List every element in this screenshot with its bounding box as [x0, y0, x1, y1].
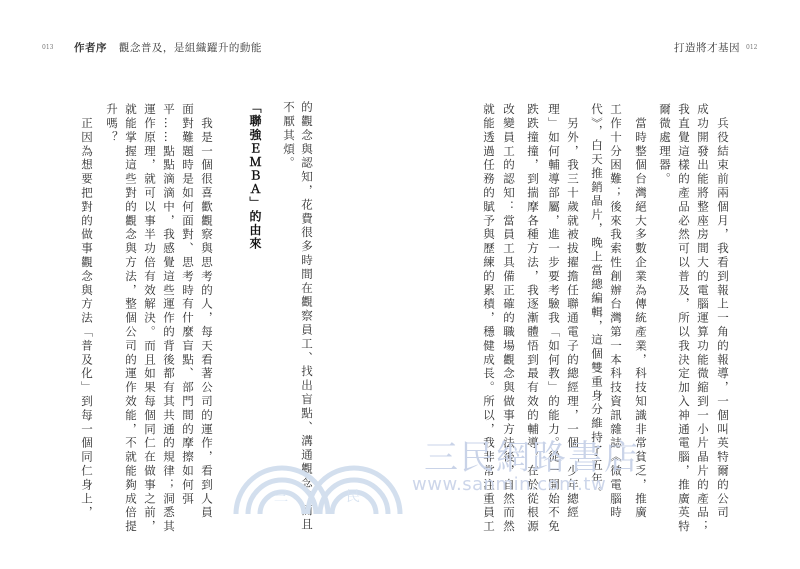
watermark-logo-label: 三 — [274, 489, 288, 505]
running-head-left — [74, 40, 262, 55]
right-page — [400, 0, 800, 569]
text-column: 運作原理，就可以事半功倍有效解決。而且如果每個同仁在做事之前， — [143, 103, 157, 534]
page-number-left: 013 — [42, 44, 54, 51]
section-heading: 「聯強ＥＭＢＡ」的由來 — [248, 101, 262, 251]
text-column: 我直覺這樣的產品必然可以普及，所以我決定加入神通電腦，推廣英特 — [677, 103, 691, 534]
watermark-title: 三民網路書店 — [424, 438, 640, 478]
running-head-right — [674, 40, 740, 55]
text-column: 升嗎？ — [105, 103, 119, 145]
text-column: 改變員工的認知：當員工具備正確的職場觀念與做事方法後，自然而然 — [502, 103, 516, 534]
text-column: 代》，白天推銷晶片，晚上當總編輯，這個雙重身分維持了五年。 — [590, 103, 604, 501]
text-column: 爾微處理器。 — [658, 103, 672, 187]
watermark-logo-label: 民 — [346, 489, 360, 505]
text-column: 就能透過任務的賦予與歷練的累積，穩健成長。所以，我非常注重員工 — [482, 103, 496, 534]
running-head-title: 打造將才基因 — [674, 42, 740, 54]
running-head-title: 觀念普及，是組織躍升的動能 — [118, 42, 262, 54]
text-column: 另外，我三十歲就被拔擢擔任聯通電子的總經理，一個「少年總經 — [566, 103, 580, 520]
text-column: 成功開發出能將整座房間大的電腦運算功能微縮到一小片晶片的產品； — [696, 103, 710, 534]
text-column: 的觀念與認知，花費很多時間在觀察員工、找出盲點、溝通觀念，而且 — [300, 101, 314, 532]
text-column: 平……點點滴滴中，我感覺這些運作的背後都有其共通的規律；洞悉其 — [162, 103, 176, 534]
text-column: 正因為想要把對的做事觀念與方法「普及化」到每一個同仁身上， — [80, 103, 94, 520]
text-column: 面對難題時是如何面對、思考時有什麼盲點、部門間的摩擦如何弭 — [181, 103, 195, 507]
text-column: 我是一個很喜歡觀察與思考的人，每天看著公司的運作，看到人員 — [200, 103, 214, 520]
running-head-label: 作者序 — [74, 42, 107, 54]
text-column: 當時整個台灣絕大多數企業為傳統產業，科技知識非常貧乏，推廣 — [634, 103, 648, 520]
text-column: 就能掌握這些對的觀念與方法，整個公司的運作效能，不就能夠成倍提 — [124, 103, 138, 534]
page-number-right: 012 — [746, 44, 758, 51]
text-column: 兵役結束前兩個月，我看到報上一角的報導，一個叫英特爾的公司 — [716, 103, 730, 520]
watermark-url: www.sanmin.com.tw — [412, 474, 607, 495]
text-column: 工作十分困難；後來我索性創辦台灣第一本科技資訊雜誌《微電腦時 — [609, 103, 623, 520]
text-column: 跌跌撞撞，到揣摩各種方法，我逐漸體悟到最有效的輔導，在於從根源 — [526, 103, 540, 534]
text-column: 理」如何輔導部屬，進一步要考驗我「如何教」的能力。從一開始不免 — [547, 103, 561, 534]
text-column: 不厭其煩。 — [282, 101, 296, 171]
